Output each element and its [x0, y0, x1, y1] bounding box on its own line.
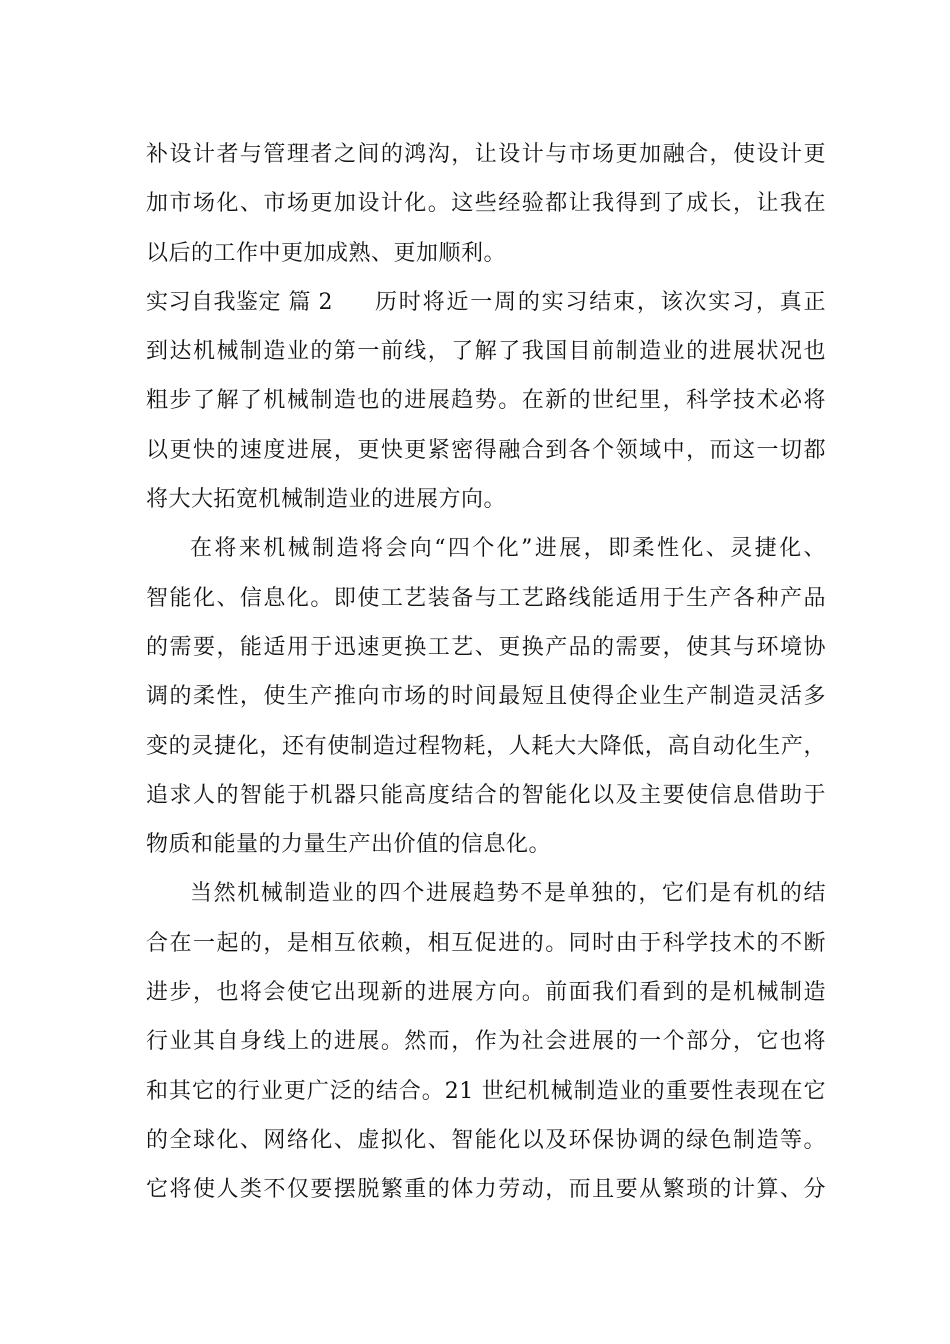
document-body — [146, 130, 826, 1215]
text-line: 追求人的智能于机器只能高度结合的智能化以及主要使信息借助于 — [146, 782, 826, 808]
text-line: 加市场化、市场更加设计化。这些经验都让我得到了成长，让我在 — [146, 191, 826, 217]
text-line: 到达机械制造业的第一前线，了解了我国目前制造业的进展状况也 — [146, 339, 826, 365]
text-line: 以更快的速度进展，更快更紧密得融合到各个领域中，而这一切都 — [146, 437, 826, 463]
text-line: 合在一起的，是相互依赖，相互促进的。同时由于科学技术的不断 — [146, 930, 826, 956]
text-line: 将大大拓宽机械制造业的进展方向。 — [146, 487, 507, 513]
text-line: 的全球化、网络化、虚拟化、智能化以及环保协调的绿色制造等。 — [146, 1127, 826, 1153]
text-line: 行业其自身线上的进展。然而，作为社会进展的一个部分，它也将 — [146, 1029, 826, 1055]
text-line: 当然机械制造业的四个进展趋势不是单独的，它们是有机的结 — [190, 881, 826, 907]
text-line: 的需要，能适用于迅速更换工艺、更换产品的需要，使其与环境协 — [146, 634, 826, 660]
text-line: 进步，也将会使它出现新的进展方向。前面我们看到的是机械制造 — [146, 980, 826, 1006]
section-heading-line — [146, 278, 826, 327]
text-line: 物质和能量的力量生产出价值的信息化。 — [146, 832, 552, 858]
text-line: 在将来机械制造将会向“四个化”进展，即柔性化、灵捷化、 — [190, 536, 826, 562]
text-line: 历时将近一周的实习结束，该次实习，真正 — [374, 289, 826, 315]
text-line: 变的灵捷化，还有使制造过程物耗，人耗大大降低，高自动化生产， — [146, 733, 826, 759]
text-line: 粗步了解了机械制造也的进展趋势。在新的世纪里，科学技术必将 — [146, 388, 826, 414]
text-line: 它将使人类不仅要摆脱繁重的体力劳动，而且要从繁琐的计算、分 — [146, 1177, 826, 1203]
text-line: 调的柔性，使生产推向市场的时间最短且使得企业生产制造灵活多 — [146, 684, 826, 710]
text-line: 智能化、信息化。即使工艺装备与工艺路线能适用于生产各种产品 — [146, 585, 826, 611]
text-line: 补设计者与管理者之间的鸿沟，让设计与市场更加融合，使设计更 — [146, 142, 826, 167]
text-line: 和其它的行业更广泛的结合。21 世纪机械制造业的重要性表现在它 — [146, 1078, 826, 1104]
text-line: 以后的工作中更加成熟、更加顺利。 — [146, 240, 507, 266]
section-heading: 实习自我鉴定 篇 2 — [146, 289, 333, 315]
